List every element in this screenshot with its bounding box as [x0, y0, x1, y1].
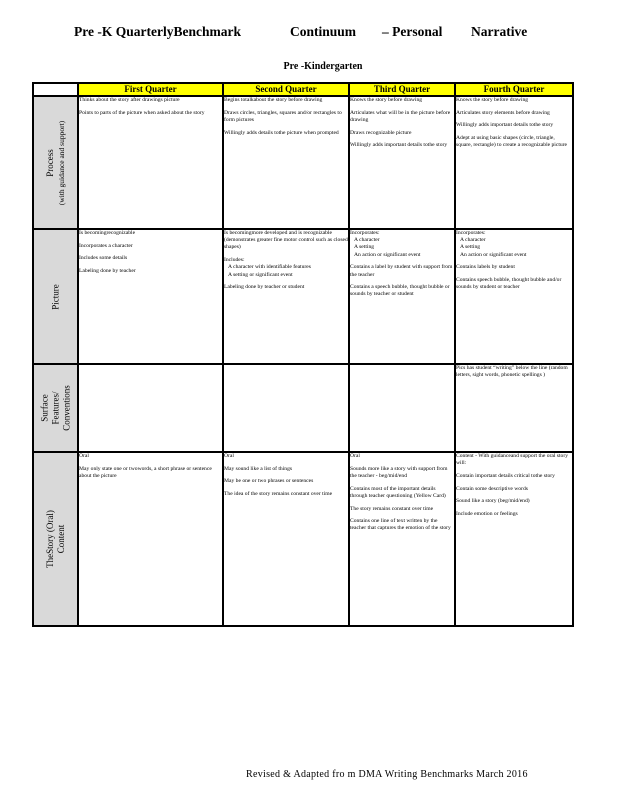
- cell-text: Contain important details critical tothe story: [456, 472, 555, 479]
- column-header-q3: Third Quarter: [349, 83, 455, 96]
- corner-cell: [33, 83, 78, 96]
- cell-text: Oral: [224, 453, 234, 459]
- cell-text: Adept at using basic shapes (circle, triangle, square, rectangle) to create a recognizable picture: [456, 135, 568, 149]
- cell-text: A character: [354, 237, 380, 244]
- cell-text: Willingly adds important details tothe story: [456, 122, 554, 129]
- cell-oral-q1: [78, 452, 223, 626]
- cell-text: An action or significant event: [460, 251, 527, 258]
- row-label-picture: Picture: [50, 283, 60, 310]
- cell-text: Content - With guidanceand support the oral story will:: [456, 453, 568, 467]
- table-row-surface: [33, 364, 573, 452]
- cell-text: Contains a label by student with support from the teacher: [350, 264, 453, 278]
- document-title: [0, 24, 618, 44]
- table-row-oral: [33, 452, 573, 626]
- cell-text: A setting: [460, 244, 481, 251]
- benchmark-table: [32, 82, 574, 627]
- cell-text: May be one or two phrases or sentences: [224, 478, 314, 485]
- cell-text: Points to parts of the picture when asked about the story: [79, 109, 205, 116]
- cell-text: Pics has student “writing” below the line (random letters, sight words, phonetic spellings ): [456, 365, 568, 379]
- row-header-oral: [33, 452, 78, 626]
- cell-text: May sound like a list of things: [224, 465, 293, 472]
- cell-text: Sound like a story (beg/mid/end): [456, 498, 530, 505]
- cell-text: Include emotion or feelings: [456, 511, 518, 518]
- title-part-3: – Personal: [382, 24, 443, 39]
- row-label-oral: TheStory (Oral): [44, 510, 55, 568]
- row-label-features: Features/: [50, 391, 60, 425]
- footer-note: Revised & Adapted fro m DMA Writing Benchmarks March 2016: [246, 769, 528, 780]
- cell-text: Willingly adds important details tothe story: [350, 142, 448, 149]
- cell-text: Includes:: [224, 257, 245, 264]
- cell-picture-q1: [78, 229, 223, 364]
- cell-text: Draws recognizable picture: [350, 129, 412, 136]
- cell-text: Oral: [79, 453, 89, 459]
- grade-subtitle: Pre -Kindergarten: [283, 61, 363, 72]
- cell-text: Labeling done by teacher or student: [224, 284, 305, 291]
- cell-text: Contains speech bubble, thought bubble and/or sounds by student or teacher: [456, 277, 562, 291]
- title-part-1: Pre -K QuarterlyBenchmark: [74, 24, 241, 39]
- column-header-q1: First Quarter: [78, 83, 223, 96]
- cell-text: The idea of the story remains constant over time: [224, 491, 333, 498]
- cell-text: A character with identifiable features: [228, 264, 311, 271]
- row-header-process: [33, 96, 78, 229]
- cell-text: Thinks about the story after drawings picture: [79, 97, 180, 103]
- cell-process-q3: [349, 96, 455, 229]
- cell-text: A setting or significant event: [228, 271, 293, 278]
- column-header-q2: Second Quarter: [223, 83, 349, 96]
- cell-text: Incorporates:: [350, 230, 380, 236]
- row-label-process: Process: [44, 148, 55, 177]
- title-part-4: Narrative: [471, 24, 528, 39]
- cell-process-q1: [78, 96, 223, 229]
- row-header-picture: [33, 229, 78, 364]
- cell-text: An action or significant event: [354, 251, 421, 258]
- cell-text: Contain some descriptive words: [456, 485, 528, 492]
- cell-text: May only state one or twowords, a short phrase or sentence about the picture: [79, 465, 212, 479]
- cell-surface-q3: [349, 364, 455, 452]
- cell-text: Incorporates:: [456, 230, 486, 236]
- row-label-content: Content: [55, 524, 66, 554]
- cell-text: A character: [460, 237, 486, 244]
- cell-picture-q3: [349, 229, 455, 364]
- cell-oral-q4: [455, 452, 573, 626]
- column-header-q4: Fourth Quarter: [455, 83, 573, 96]
- cell-picture-q4: [455, 229, 573, 364]
- cell-text: Begins totalkabout the story before drawing: [224, 97, 323, 103]
- row-header-surface: [33, 364, 78, 452]
- cell-surface-q1: [78, 364, 223, 452]
- cell-text: Is becomingrecognizable: [79, 230, 136, 236]
- row-label-conventions: Conventions: [61, 385, 71, 431]
- cell-text: A setting: [354, 244, 375, 251]
- cell-text: The story remains constant over time: [350, 505, 434, 512]
- cell-picture-q2: [223, 229, 349, 364]
- header-row: [33, 83, 573, 96]
- cell-text: Articulates what will be in the picture before drawing: [350, 109, 451, 123]
- table-row-picture: [33, 229, 573, 364]
- cell-text: Contains one line of text written by the teacher that captures the emotion of the story: [350, 518, 451, 532]
- cell-text: Includes some details: [79, 255, 128, 262]
- cell-text: Labeling done by teacher: [79, 268, 136, 275]
- cell-text: Contains labels by student: [456, 264, 515, 271]
- cell-text: Willingly adds details tothe picture when prompted: [224, 129, 339, 136]
- cell-text: Incorporates a character: [79, 242, 133, 249]
- table-row-process: [33, 96, 573, 229]
- cell-process-q2: [223, 96, 349, 229]
- row-label-process-note: (with guidance and support): [56, 120, 66, 205]
- cell-text: Knows the story before drawing: [456, 97, 529, 103]
- cell-text: Contains a speech bubble, thought bubble or sounds by teacher or student: [350, 284, 450, 298]
- cell-text: Articulates story elements before drawing: [456, 109, 550, 116]
- cell-text: Oral: [350, 453, 360, 459]
- cell-surface-q2: [223, 364, 349, 452]
- cell-text: Sounds more like a story with support from the teacher - beg/mid/end: [350, 465, 448, 479]
- cell-text: Draws circles, triangles, squares and/or rectangles to form pictures: [224, 109, 342, 123]
- row-label-surface: Surface: [39, 394, 49, 422]
- cell-text: Is becomingmore developed and is recognizable (demonstrates greater fine motor control such as closed shapes): [224, 230, 348, 251]
- cell-surface-q4: [455, 364, 573, 452]
- title-part-2: Continuum: [290, 24, 357, 39]
- cell-oral-q2: [223, 452, 349, 626]
- cell-process-q4: [455, 96, 573, 229]
- cell-text: Contains most of the important details through teacher questioning (Yellow Card): [350, 485, 446, 499]
- cell-text: Knows the story before drawing: [350, 97, 423, 103]
- cell-oral-q3: [349, 452, 455, 626]
